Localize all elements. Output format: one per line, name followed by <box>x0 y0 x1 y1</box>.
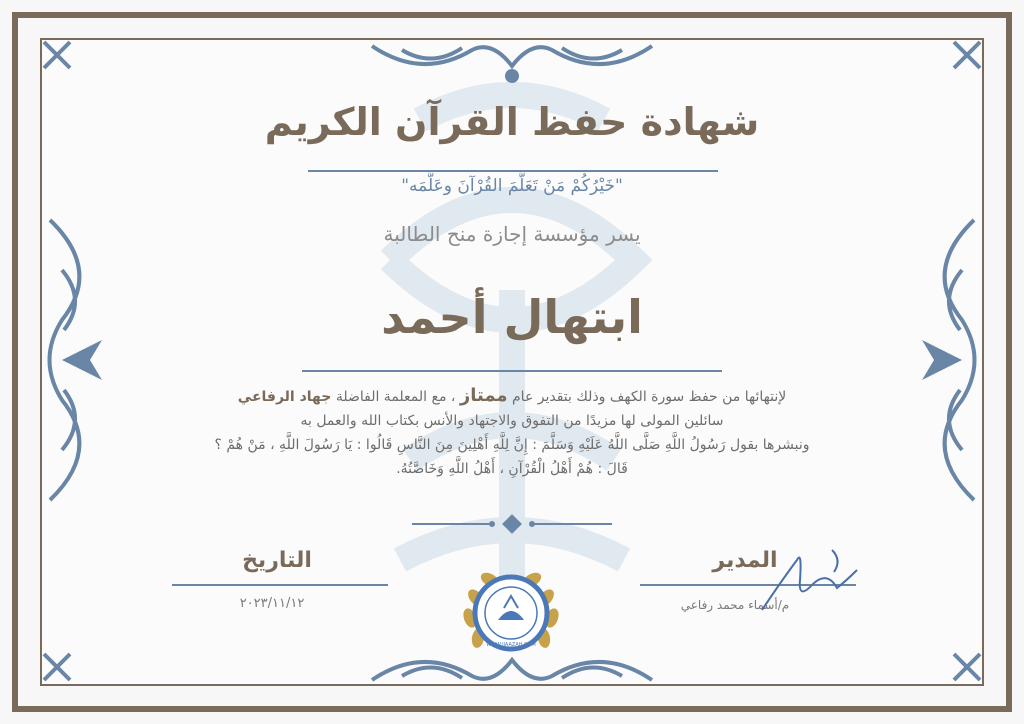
corner-ornament-icon <box>42 40 72 70</box>
name-underline <box>302 370 722 372</box>
title-underline <box>308 170 718 172</box>
divider-ornament-icon <box>412 514 612 534</box>
date-label: التاريخ <box>242 548 312 573</box>
body-line-3: ونبشرها بقول رَسُولُ اللَّهِ صَلَّى اللَّهُ عَلَيْهِ وَسَلَّمَ : إِنَّ لِلَّهِ أَهْلِينَ مِنَ النَّاسِ قَالُوا : يَا رَسُولَ اللَّهِ ، مَنْ هُمْ ؟ <box>214 437 810 453</box>
certificate-title: شهادة حفظ القرآن الكريم <box>264 100 760 144</box>
right-side-ornament-icon <box>912 210 982 510</box>
grade-value: ممتاز <box>459 385 508 406</box>
seal-url: WWW.IJAAZAH.COM <box>486 642 536 648</box>
top-scroll-ornament-icon <box>362 40 662 90</box>
body-line-1: لإنتهائها من حفظ سورة الكهف وذلك بتقدير عام ممتاز ، مع المعلمة الفاضلة جهاد الرفاعي <box>237 385 787 406</box>
certificate-body <box>200 384 824 481</box>
corner-ornament-icon <box>952 40 982 70</box>
corner-ornament-icon <box>952 652 982 682</box>
date-line <box>172 584 388 586</box>
manager-label: المدير <box>712 548 778 573</box>
hadith-quote: "خَيْرُكُمْ مَنْ تَعَلَّمَ القُرْآنَ وعَلَّمَه" <box>401 176 623 196</box>
body-line-4: قَالَ : هُمْ أَهْلُ الْقُرْآنِ ، أَهْلُ اللَّهِ وَخَاصَّتُهُ. <box>396 461 628 477</box>
body-line-2: سائلين المولى لها مزيدًا من التفوق والاجتهاد والأنس بكتاب الله والعمل به <box>300 413 724 429</box>
corner-ornament-icon <box>42 652 72 682</box>
seal-icon <box>456 558 566 668</box>
date-value: ٢٠٢٣/١١/١٢ <box>239 596 305 611</box>
organization-statement: يسر مؤسسة إجازة منح الطالبة <box>383 222 641 246</box>
teacher-name: جهاد الرفاعي <box>237 389 332 405</box>
manager-name: م/أسماء محمد رفاعي <box>680 598 790 612</box>
signature-icon <box>752 540 862 620</box>
student-name: ابتهال أحمد <box>381 290 643 344</box>
left-side-ornament-icon <box>42 210 112 510</box>
